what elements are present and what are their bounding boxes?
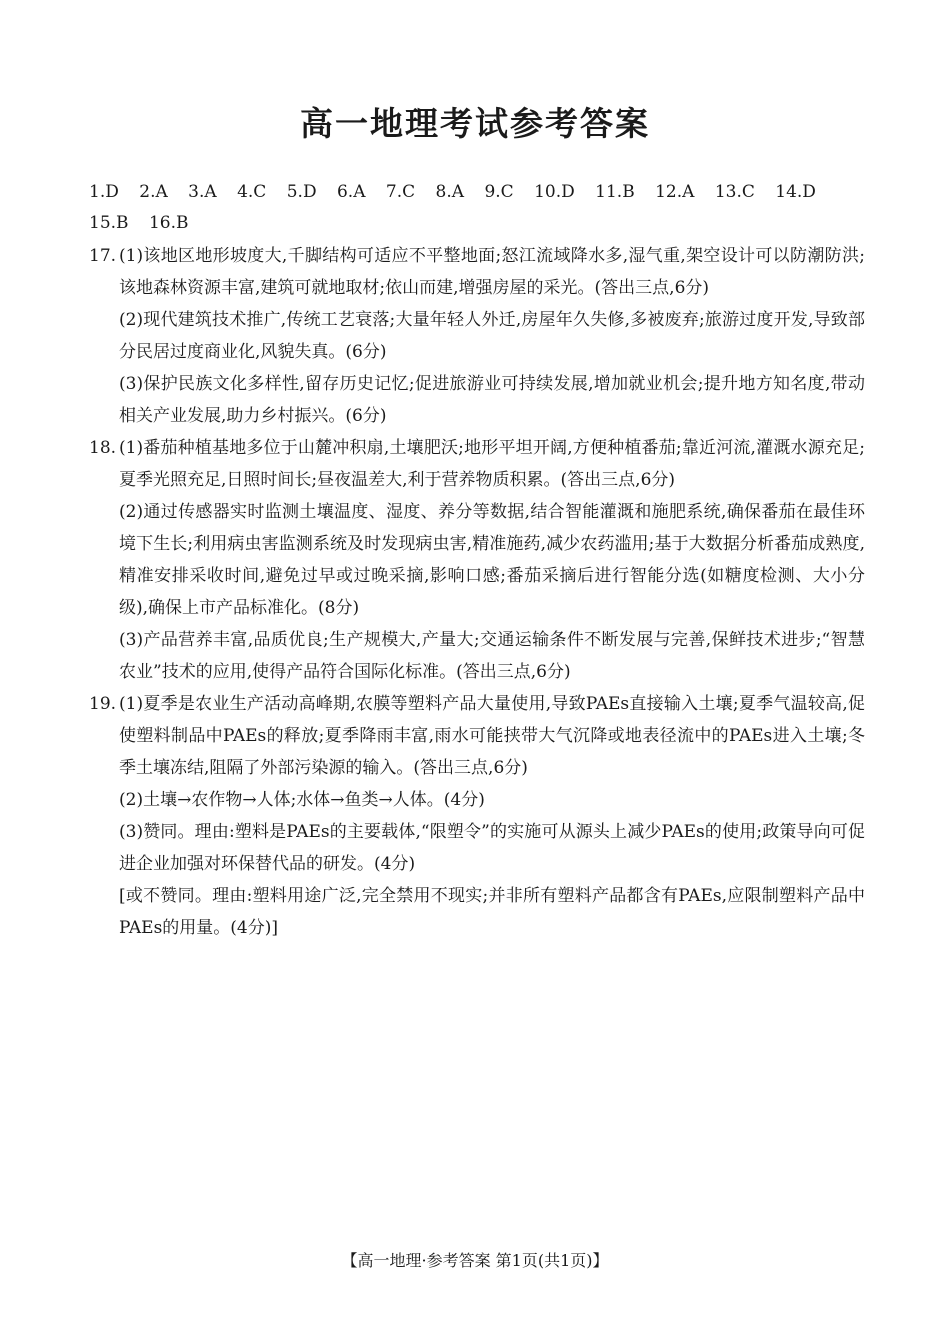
answer-item: 14.D — [775, 182, 816, 202]
question-19 — [89, 688, 865, 944]
answer-part-2: (2)现代建筑技术推广,传统工艺衰落;大量年轻人外迁,房屋年久失修,多被废弃;旅游过度开发,导致部分民居过度商业化,风貌失真。(6分) — [119, 310, 865, 362]
answer-item: 6.A — [336, 182, 366, 202]
answer-item: 9.C — [484, 182, 514, 202]
question-number: 18. — [89, 438, 117, 458]
answer-item: 13.C — [714, 182, 755, 202]
answer-item: 3.A — [188, 182, 217, 202]
question-number: 19. — [89, 694, 117, 714]
answer-part-3: (3)保护民族文化多样性,留存历史记忆;促进旅游业可持续发展,增加就业机会;提升地方知名度,带动相关产业发展,助力乡村振兴。(6分) — [119, 374, 865, 426]
answer-item: 11.B — [595, 182, 635, 202]
answer-part-1: (1)番茄种植基地多位于山麓冲积扇,土壤肥沃;地形平坦开阔,方便种植番茄;靠近河流,灌溉水源充足;夏季光照充足,日照时间长;昼夜温差大,利于营养物质积累。(答出三点,6分) — [119, 438, 865, 490]
page-footer: 【高一地理·参考答案 第1页(共1页)】 — [341, 1251, 609, 1270]
answer-item: 7.C — [385, 182, 416, 202]
answer-item: 8.A — [435, 182, 465, 202]
answer-part-1: (1)夏季是农业生产活动高峰期,农膜等塑料产品大量使用,导致PAEs直接输入土壤;夏季气温较高,促使塑料制品中PAEs的释放;夏季降雨丰富,雨水可能挟带大气沉降或地表径流中的PAEs进入土壤;冬季土壤冻结,阻隔了外部污染源的输入。(答出三点,6分) — [119, 694, 865, 778]
answer-part-3: (3)产品营养丰富,品质优良;生产规模大,产量大;交通运输条件不断发展与完善,保鲜技术进步;“智慧农业”技术的应用,使得产品符合国际化标准。(答出三点,6分) — [119, 630, 865, 682]
answer-item: 4.C — [237, 182, 267, 202]
answer-item: 10.D — [534, 182, 575, 202]
question-17 — [89, 240, 865, 432]
answer-part-3: (3)赞同。理由:塑料是PAEs的主要载体,“限塑令”的实施可从源头上减少PAEs的使用;政策导向可促进企业加强对环保替代品的研发。(4分) — [119, 822, 865, 874]
page-title: 高一地理考试参考答案 — [300, 104, 650, 143]
answer-item: 2.A — [139, 182, 168, 202]
answer-part-2: (2)通过传感器实时监测土壤温度、湿度、养分等数据,结合智能灌溉和施肥系统,确保番茄在最佳环境下生长;利用病虫害监测系统及时发现病虫害,精准施药,减少农药滥用;基于大数据分析番茄成熟度,精准安排采收时间,避免过早或过晚采摘,影响口感;番茄采摘后进行智能分选(如糖度检测、大小分级),确保上市产品标准化。(8分) — [119, 502, 865, 618]
answer-part-1: (1)该地区地形坡度大,千脚结构可适应不平整地面;怒江流域降水多,湿气重,架空设计可以防潮防洪;该地森林资源丰富,建筑可就地取材;依山而建,增强房屋的采光。(答出三点,6分) — [119, 246, 865, 298]
question-number: 17. — [89, 246, 117, 266]
answer-part-2: (2)土壤→农作物→人体;水体→鱼类→人体。(4分) — [119, 790, 485, 810]
answer-part-alt: [或不赞同。理由:塑料用途广泛,完全禁用不现实;并非所有塑料产品都含有PAEs,应限制塑料产品中PAEs的用量。(4分)] — [119, 886, 865, 938]
answer-body — [89, 240, 865, 944]
answer-item: 16.B — [148, 213, 189, 233]
answer-item: 12.A — [655, 182, 695, 202]
question-18 — [89, 432, 865, 688]
answer-item: 15.B — [89, 213, 129, 233]
multiple-choice-answers — [89, 177, 869, 239]
answer-item: 1.D — [89, 182, 119, 202]
answer-item: 5.D — [286, 182, 317, 202]
